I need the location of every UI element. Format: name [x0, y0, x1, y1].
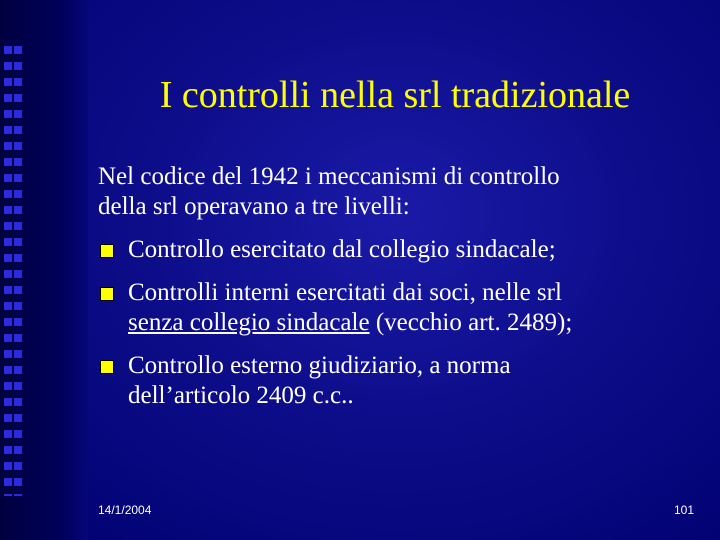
left-decor-band [0, 0, 88, 540]
bullet-text-line-2: (vecchio art. 2489); [369, 309, 573, 336]
bullet-text: Controllo esercitato dal collegio sindacale; [128, 236, 556, 263]
bullet-text-line-1: Controlli interni esercitati dai soci, nelle srl [128, 279, 562, 306]
list-item [98, 351, 708, 411]
square-bullet-icon [100, 360, 114, 374]
footer-date: 14/1/2004 [98, 503, 152, 517]
square-bullet-icon [100, 287, 114, 301]
bullet-text-line-1: Controllo esterno giudiziario, a norma [128, 352, 511, 379]
square-bullet-icon [100, 244, 114, 258]
bullet-text-line-2: dell’articolo 2409 c.c.. [128, 382, 354, 409]
slide-body [98, 162, 708, 424]
intro-line-1: Nel codice del 1942 i meccanismi di controllo [98, 163, 560, 190]
list-item [98, 235, 708, 265]
slide-title: I controlli nella srl tradizionale [159, 74, 631, 116]
decor-squares-column-2 [14, 46, 32, 496]
slide-number: 101 [674, 503, 695, 517]
intro-line-2: della srl operavano a tre livelli: [98, 193, 410, 220]
intro-paragraph [98, 162, 708, 222]
bullet-text-underlined: senza collegio sindacale [128, 309, 370, 336]
list-item [98, 278, 708, 338]
